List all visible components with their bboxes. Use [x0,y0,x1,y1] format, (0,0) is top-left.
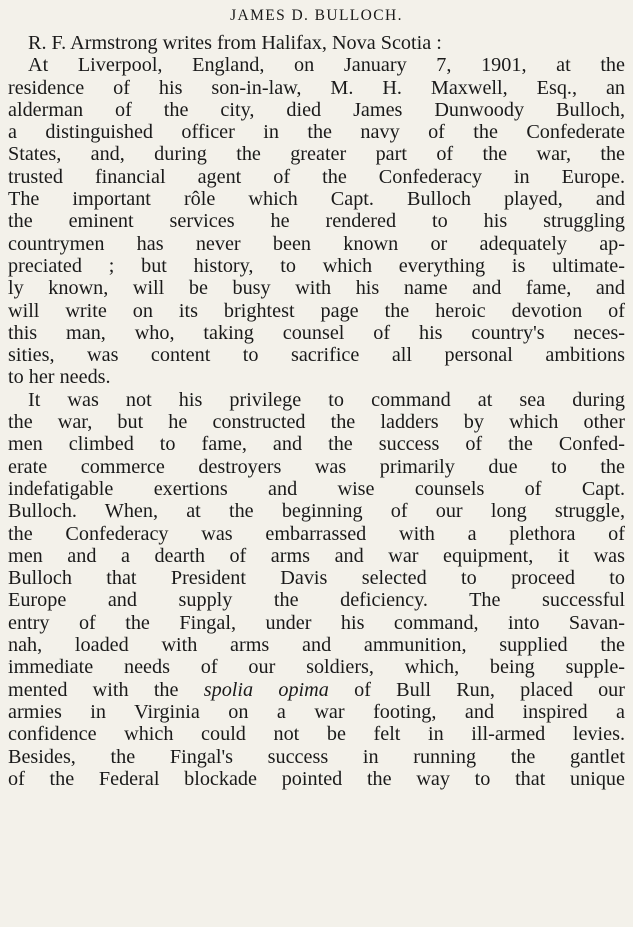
paragraph-1 [8,54,625,388]
text-line: countrymen has never been known or adequately ap- [8,232,625,255]
text-line: It was not his privilege to command at sea during [28,388,625,411]
text-line: preciated ; but history, to which everything is ultimate- [8,254,625,277]
text-line: erate commerce destroyers was primarily due to the [8,455,625,478]
text-line: a distinguished officer in the navy of the Confederate [8,121,625,144]
text-line: Bulloch. When, at the beginning of our long struggle, [8,500,625,523]
article-attribution: R. F. Armstrong writes from Halifax, Nova Scotia : [28,32,442,54]
text-line: the Confederacy was embarrassed with a plethora of [8,522,625,545]
text-line: the war, but he constructed the ladders by which other [8,411,625,434]
paragraph-2 [8,389,625,790]
text-segment: of Bull Run, placed our [328,678,625,701]
text-line: confidence which could not be felt in ill-armed levies. [8,723,625,746]
italic-phrase: spolia opima [203,678,329,701]
text-line: residence of his son-in-law, M. H. Maxwell, Esq., an [8,76,625,99]
text-line: immediate needs of our soldiers, which, being supple- [8,656,625,679]
text-line: men climbed to fame, and the success of the Confed- [8,433,625,456]
text-line: At Liverpool, England, on January 7, 1901, at the [28,54,625,77]
text-line: of the Federal blockade pointed the way to that unique [8,767,625,790]
text-line: Besides, the Fingal's success in running the gantlet [8,745,625,768]
text-line: The important rôle which Capt. Bulloch played, and [8,188,625,211]
text-line: nah, loaded with arms and ammunition, supplied the [8,634,625,657]
text-line: men and a dearth of arms and war equipment, it was [8,544,625,567]
text-line: indefatigable exertions and wise counsels of Capt. [8,477,625,500]
text-line: to her needs. [8,366,111,389]
text-line: the eminent services he rendered to his struggling [8,210,625,233]
text-line: ly known, will be busy with his name and fame, and [8,277,625,300]
text-line: armies in Virginia on a war footing, and inspired a [8,700,625,723]
text-line: will write on its brightest page the heroic devotion of [8,299,625,322]
text-line: trusted financial agent of the Confederacy in Europe. [8,165,625,188]
text-line-with-italic [8,679,625,701]
article-heading: JAMES D. BULLOCH. [230,7,403,24]
text-line: sities, was content to sacrifice all personal ambitions [8,344,625,367]
text-line: alderman of the city, died James Dunwoody Bulloch, [8,98,625,121]
text-line: States, and, during the greater part of the war, the [8,143,625,166]
text-line: Europe and supply the deficiency. The successful [8,589,625,612]
text-line: this man, who, taking counsel of his country's neces- [8,321,625,344]
text-line: entry of the Fingal, under his command, into Savan- [8,611,625,634]
text-segment: mented with the [8,678,204,701]
text-line: Bulloch that President Davis selected to proceed to [8,567,625,590]
